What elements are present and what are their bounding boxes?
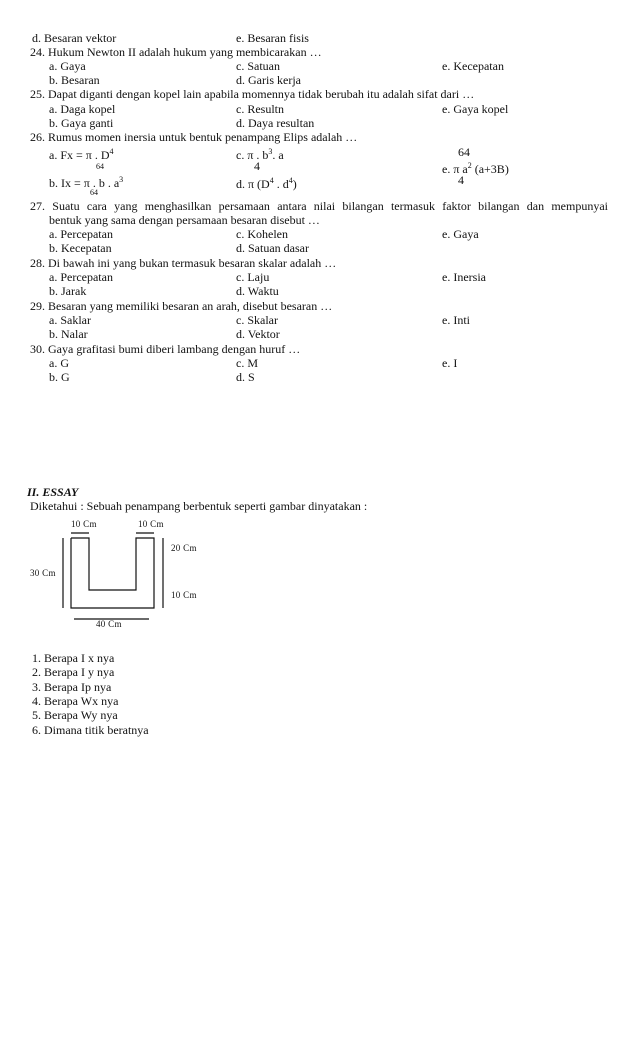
option-c: c. Kohelen [236, 227, 288, 241]
option-d: d. Satuan dasar [236, 241, 309, 255]
option-d: d. Vektor [236, 327, 280, 341]
question-29: 29. Besaran yang memiliki besaran an arah, disebut besaran … [30, 299, 333, 313]
option-a: a. Percepatan [49, 227, 113, 241]
section-outline [71, 538, 154, 608]
option-d [236, 174, 297, 191]
exponent: 4 [288, 176, 293, 185]
option-d-mid: . d [273, 177, 289, 191]
question-27-line-1: 27. Suatu cara yang menghasilkan persamaan antara nilai bilangan termasuk faktor bilangan dan mempunyai [30, 199, 608, 213]
exponent: 4 [269, 176, 274, 185]
option-a: a. Gaya [49, 59, 86, 73]
option-c: c. Resultn [236, 102, 284, 116]
option-e-denominator: 4 [458, 173, 464, 187]
exponent: 2 [467, 161, 472, 170]
option-b: b. Jarak [49, 284, 87, 298]
option-b: b. G [49, 370, 70, 384]
essay-given-text: Diketahui : Sebuah penampang berbentuk seperti gambar dinyatakan : [30, 499, 368, 513]
option-e: e. Kecepatan [442, 59, 504, 73]
option-c: c. Laju [236, 270, 270, 284]
option-e: e. Inersia [442, 270, 486, 284]
option-b [49, 173, 123, 190]
option-a: a. Daga kopel [49, 102, 116, 116]
essay-question: 6. Dimana titik beratnya [32, 723, 149, 737]
option-c: c. Satuan [236, 59, 280, 73]
exponent: 3 [119, 175, 124, 184]
option-a: a. Percepatan [49, 270, 113, 284]
exponent: 3 [268, 147, 273, 156]
essay-question: 4. Berapa Wx nya [32, 694, 119, 708]
option-b: b. Gaya ganti [49, 116, 114, 130]
dim-label-right-upper: 20 Cm [171, 543, 197, 553]
option-e [442, 159, 509, 176]
option-b-formula: b. Ix = π . b . a [49, 176, 120, 190]
option-d: d. Garis kerja [236, 73, 301, 87]
denominator: 64 [90, 188, 98, 197]
dim-label-top-right: 10 Cm [138, 519, 164, 529]
option-a-formula: a. Fx = π . D [49, 148, 110, 162]
option-e-tail: (a+3B) [471, 162, 509, 176]
option-e-numerator: 64 [458, 145, 470, 159]
option-a: a. G [49, 356, 69, 370]
question-28: 28. Di bawah ini yang bukan termasuk besaran skalar adalah … [30, 256, 337, 270]
question-24: 24. Hukum Newton II adalah hukum yang membicarakan … [30, 45, 322, 59]
denominator: 4 [254, 159, 260, 173]
option-a: a. Saklar [49, 313, 91, 327]
question-25: 25. Dapat diganti dengan kopel lain apabila momennya tidak berubah itu adalah sifat dari … [30, 87, 475, 101]
option-d-formula: d. π (D [236, 177, 270, 191]
option-b: b. Nalar [49, 327, 88, 341]
option-c: c. Skalar [236, 313, 278, 327]
option-c-formula: c. π . b [236, 148, 269, 162]
essay-heading: II. ESSAY [27, 485, 79, 499]
option-e: e. I [442, 356, 458, 370]
option-c: c. M [236, 356, 258, 370]
dim-label-top-left: 10 Cm [71, 519, 97, 529]
option-d: d. Besaran vektor [32, 31, 117, 45]
dim-label-left: 30 Cm [30, 568, 56, 578]
dim-label-bottom: 40 Cm [96, 619, 122, 629]
option-b: b. Kecepatan [49, 241, 112, 255]
option-c-tail: . a [272, 148, 284, 162]
option-e-formula: e. π a [442, 162, 468, 176]
option-d: d. S [236, 370, 255, 384]
essay-question: 3. Berapa Ip nya [32, 680, 112, 694]
option-d: d. Waktu [236, 284, 279, 298]
option-e: e. Besaran fisis [236, 31, 309, 45]
option-d: d. Daya resultan [236, 116, 315, 130]
essay-question: 1. Berapa I x nya [32, 651, 115, 665]
essay-question: 2. Berapa I y nya [32, 665, 115, 679]
denominator: 64 [96, 162, 104, 171]
exponent: 4 [109, 147, 114, 156]
essay-question: 5. Berapa Wy nya [32, 708, 118, 722]
dim-label-right-lower: 10 Cm [171, 590, 197, 600]
question-27-line-2: bentuk yang sama dengan persamaan besaran disebut … [49, 213, 320, 227]
option-e: e. Gaya kopel [442, 102, 509, 116]
question-26: 26. Rumus momen inersia untuk bentuk penampang Elips adalah … [30, 130, 358, 144]
option-b: b. Besaran [49, 73, 100, 87]
option-e: e. Gaya [442, 227, 479, 241]
question-30: 30. Gaya grafitasi bumi diberi lambang dengan huruf … [30, 342, 301, 356]
option-d-tail: ) [292, 177, 297, 191]
option-e: e. Inti [442, 313, 470, 327]
